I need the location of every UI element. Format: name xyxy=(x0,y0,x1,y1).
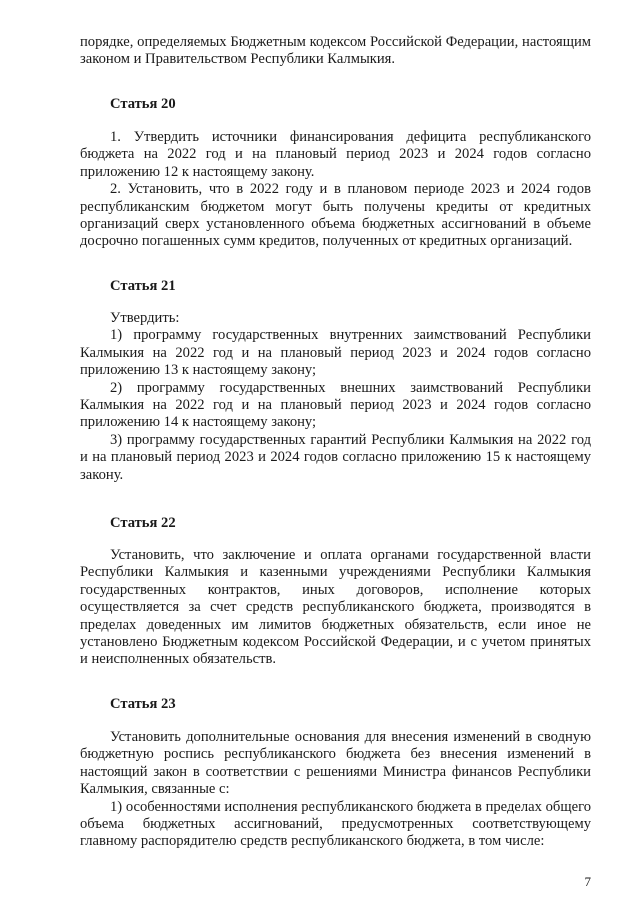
article-20-body xyxy=(80,129,591,251)
article-20-paragraph-1: 1. Утвердить источники финансирования дефицита республиканского бюджета на 2022 год и на плановый период 2023 и 2024 годов согласно приложению 12 к настоящему закону. xyxy=(80,129,591,180)
article-21-paragraph-1: 1) программу государственных внутренних заимствований Республики Калмыкия на 2022 год и на плановый период 2023 и 2024 годов согласно приложению 13 к настоящему закону; xyxy=(80,327,591,379)
article-22-body xyxy=(80,547,591,669)
article-21-paragraph-2: 2) программу государственных внешних заимствований Республики Калмыкия на 2022 год и на плановый период 2023 и 2024 годов согласно приложению 14 к настоящему закону; xyxy=(80,379,591,431)
page-number: 7 xyxy=(584,874,591,889)
article-21-paragraph-0: Утвердить: xyxy=(110,310,180,326)
article-23-paragraph-2: 1) особенностями исполнения республиканского бюджета в пределах общего объема бюджетных ассигнований, предусмотренных соответствующему главному распорядителю средств республиканского бюджета, в том числе: xyxy=(80,798,591,850)
article-23-title: Статья 23 xyxy=(110,696,176,712)
article-23-body xyxy=(80,729,591,851)
article-23-paragraph-1: Установить дополнительные основания для внесения изменений в сводную бюджетную роспись республиканского бюджета без внесения изменений в настоящий закон в соответствии с решениями Министра финансов Республики Калмыкия, связанные с: xyxy=(80,729,591,798)
article-22-paragraph-1: Установить, что заключение и оплата органами государственной власти Республики Калмыкия и казенными учреждениями Республики Калмыкия государственных контрактов, иных договоров, исполнение которых осуществляется за счет средств республиканского бюджета, производятся в пределах доведенных им лимитов бюджетных обязательств, если иное не установлено Бюджетным кодексом Российской Федерации, и с учетом принятых и неисполненных обязательств. xyxy=(80,547,591,668)
article-22-title: Статья 22 xyxy=(110,515,176,531)
intro-paragraph xyxy=(80,34,591,69)
article-21-body xyxy=(80,310,591,484)
article-20-title: Статья 20 xyxy=(110,96,176,112)
intro-text: порядке, определяемых Бюджетным кодексом Российской Федерации, настоящим законом и Правительством Республики Калмыкия. xyxy=(80,34,591,68)
article-21-paragraph-3: 3) программу государственных гарантий Республики Калмыкия на 2022 год и на плановый период 2023 и 2024 годов согласно приложению 15 к настоящему закону. xyxy=(80,431,591,483)
article-20-paragraph-2: 2. Установить, что в 2022 году и в плановом периоде 2023 и 2024 годов республиканским бюджетом могут быть получены кредиты от кредитных организаций сверх установленного объема бюджетных ассигнований в объеме досрочно погашенных сумм кредитов, полученных от кредитных организаций. xyxy=(80,181,591,250)
article-21-title: Статья 21 xyxy=(110,278,176,294)
